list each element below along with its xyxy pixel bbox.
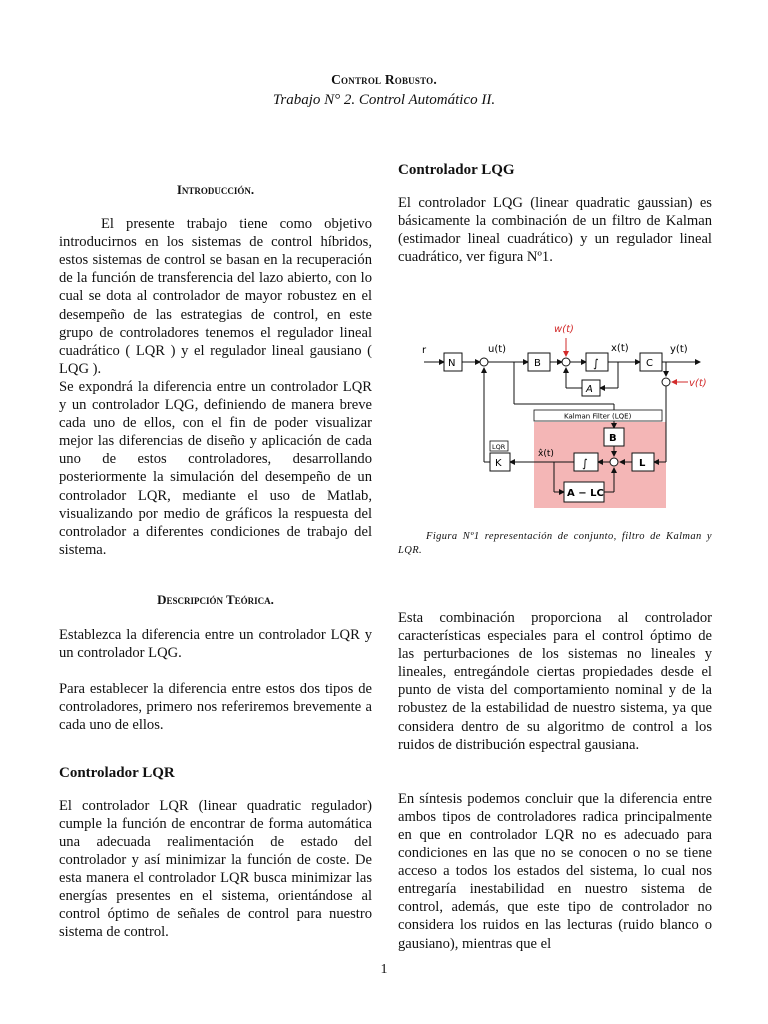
block-a-minus-lc-label: A − LC [567,488,604,499]
summing-junction-w [562,358,570,366]
block-c-label: C [646,358,653,369]
description-paragraph-1: Establezca la diferencia entre un controlador LQR y un controlador LQG. [59,627,372,662]
lqr-label: LQR [492,443,506,451]
block-integrator-kalman-label: ∫ [582,457,588,470]
intro-paragraph-1: El presente trabajo tiene como objetivo introducirnos en los sistemas de control híbridos, estos sistemas de control se basan en la recuperación de la función de transferencia del lazo abierto, con lo cual se dota al controlador de mayor robustez en el desempeño de las estrategias de control, en este grupo de controladores tenemos el regulador lineal cuadrático ( LQR ) y el regulador lineal gausiano ( LQG ). [59,216,372,377]
right-column-lower [398,609,712,953]
summing-junction-u [480,358,488,366]
left-column [59,181,372,559]
signal-u-label: u(t) [488,344,507,355]
block-b-kalman-label: B [609,433,617,444]
lqg-heading: Controlador LQG [398,162,515,178]
lqr-heading: Controlador LQR [59,764,175,781]
signal-r-label: r [422,345,427,356]
figure-caption: Figura Nº1 representación de conjunto, filtro de Kalman y LQR. [398,531,712,556]
left-column-description [59,591,372,941]
right-paragraph-2: Esta combinación proporciona al controlador características especiales para el control óptimo de las perturbaciones de los sistemas no lineales y lineales, entregándole ciertas propiedades desde el punto de vista del comportamiento nominal y de la robustez de la estabilidad de nuestro sistema, ya que considera dentro de su algoritmo de control a los ruidos de distribución espectral gausiana. [398,610,712,753]
signal-v-label: v(t) [689,378,707,389]
lqg-block-diagram [414,318,714,514]
description-paragraph-2: Para establecer la diferencia entre estos dos tipos de controladores, primero nos referiremos brevemente a cada uno de ellos. [59,681,372,734]
block-n-label: N [448,358,456,369]
page-number: 1 [380,962,388,977]
right-column [398,161,712,266]
document-title: Control Robusto. [331,72,437,87]
lqr-paragraph: El controlador LQR (linear quadratic regulador) cumple la función de encontrar de forma automática una adecuada realimentación de estado del controlador y así minimizar la función de coste. De esta manera el controlador LQR busca minimizar las energías presentes en el sistema, orientándose al control óptimo de señales de control para nuestro sistema de control. [59,797,372,941]
document-subtitle: Trabajo N° 2. Control Automático II. [272,92,496,108]
intro-paragraph-2: Se expondrá la diferencia entre un controlador LQR y un controlador LQG, definiendo de manera breve cada uno de ellos, con el fin de poder visualizar mejor las diferencias de diseño y aplicación de cada uno de estos controladores, desarrollando posteriormente la simulación del desempeño de un controlador LQR, mediante el uso de Matlab, visualizando por medio de gráficos la respuesta del controlador a diferentes condiciones de trabajo del sistema. [59,378,372,558]
summing-junction-kalman [610,458,618,466]
intro-heading: Introducción. [176,182,255,197]
signal-y-label: y(t) [670,344,688,355]
block-k-label: K [495,458,502,469]
signal-w-label: w(t) [554,324,574,335]
block-b-label: B [534,358,541,369]
summing-junction-v [662,378,670,386]
block-a-label: A [586,384,593,395]
lqg-paragraph: El controlador LQG (linear quadratic gaussian) es básicamente la combinación de un filtro de Kalman (estimador lineal cuadrático) y un regulador lineal cuadrático, ver figura Nº1. [398,195,712,266]
right-paragraph-3: En síntesis podemos concluir que la diferencia entre ambos tipos de controladores radica principalmente en que en controlador LQR no es adecuado para condiciones en las que no se conocen o no se tiene acceso a todos los estados del sistema, lo cual nos entregaría inestabilidad en nuestro sistema de control, además, que este tipo de controlador no considera los ruidos en las lecturas (ruido blanco o gausiano), mientras que el [398,790,712,952]
block-integrator-label: ∫ [593,357,599,370]
kalman-label: Kalman Filter (LQE) [564,412,632,421]
description-heading: Descripción Teórica. [157,592,274,607]
signal-xhat-label: x̂(t) [538,449,554,459]
block-l-label: L [639,458,646,469]
signal-x-label: x(t) [611,343,629,354]
